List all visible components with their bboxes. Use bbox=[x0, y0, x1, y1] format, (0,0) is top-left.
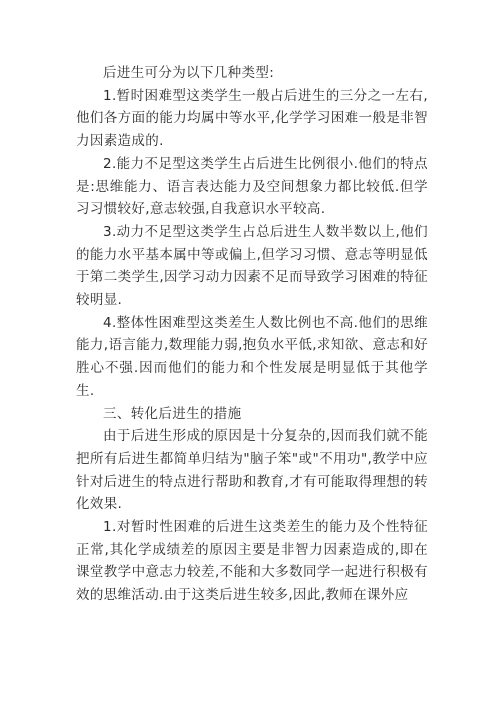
paragraph-intro: 后进生可分为以下几种类型: bbox=[103, 65, 275, 81]
paragraph-type-1: 1.暂时困难型这类学生一般占后进生的三分之一左右,他们各方面的能力均属中等水平,化学学习困难一般是非智力因素造成的. bbox=[76, 87, 428, 150]
paragraph-measure-1: 1.对暂时性困难的后进生这类差生的能力及个性特征正常,其化学成绩差的原因主要是非智力因素造成的,即在课堂教学中意志力较差,不能和大多数同学一起进行积极有效的思维活动.由于这类后进生较多,因此,教师在课外应 bbox=[76, 519, 428, 604]
section-heading: 三、转化后进生的措施 bbox=[103, 405, 242, 422]
paragraph-type-2: 2.能力不足型这类学生占后进生比例很小.他们的特点是:思维能力、语言表达能力及空间想象力都比较低.但学习习惯较好,意志较强,自我意识水平较高. bbox=[76, 155, 428, 218]
paragraph-type-4: 4.整体性困难型这类差生人数比例也不高.他们的思维能力,语言能力,数理能力弱,抱负水平低,求知欲、意志和好胜心不强.因而他们的能力和个性发展是明显低于其他学生. bbox=[76, 314, 428, 399]
paragraph-measures-intro: 由于后进生形成的原因是十分复杂的,因而我们就不能把所有后进生都简单归结为"脑子笨"或"不用功",教学中应针对后进生的特点进行帮助和教育,才有可能取得理想的转化效果. bbox=[76, 428, 428, 513]
paragraph-type-3: 3.动力不足型这类学生占总后进生人数半数以上,他们的能力水平基本属中等或偏上,但学习习惯、意志等明显低于第二类学生,因学习动力因素不足而导致学习困难的特征较明显. bbox=[76, 223, 428, 309]
document-body bbox=[76, 62, 428, 607]
